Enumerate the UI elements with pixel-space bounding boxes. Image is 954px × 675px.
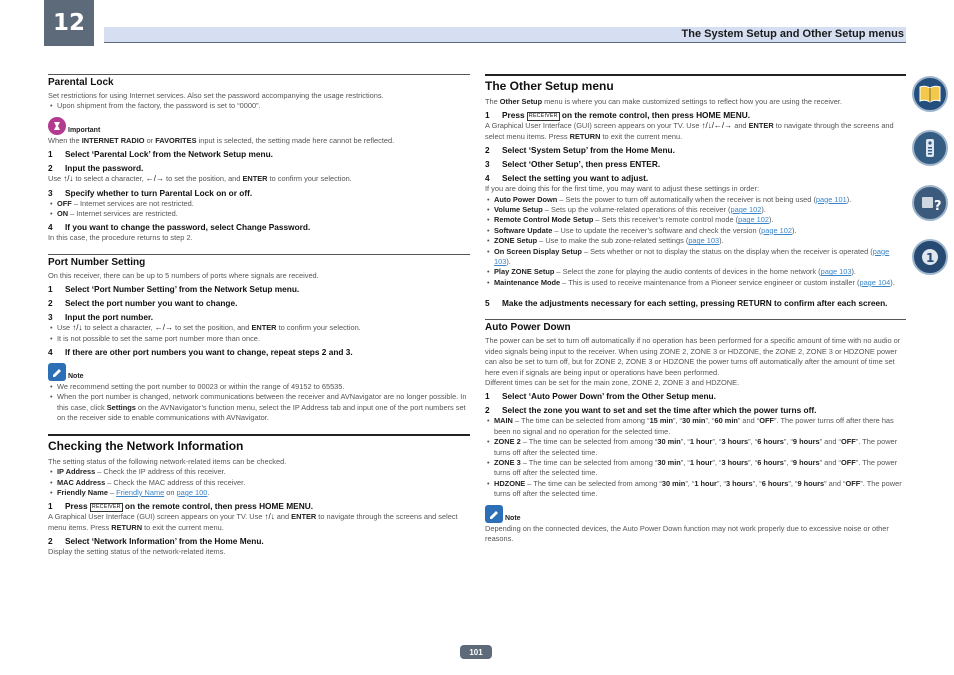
step: 2 Select ‘Network Information’ from the Home Menu.: [48, 536, 264, 547]
step: 1 Press RECEIVER on the remote control, then press HOME MENU.: [485, 110, 750, 121]
list-item: • OFF – Internet services are not restricted.: [48, 199, 470, 209]
step: 1 Select ‘Auto Power Down’ from the Other Setup menu.: [485, 391, 716, 402]
list-item: • Use ↑/↓ to select a character, ←/→ to set the position, and ENTER to confirm your selection.: [48, 323, 470, 333]
step: 1 Press RECEIVER on the remote control, then press HOME MENU.: [48, 501, 313, 512]
step: 2 Select the zone you want to set and set the time after which the power turns off.: [485, 405, 817, 416]
list-item: • ZONE 3 – The time can be selected from among “30 min”, “1 hour”, “3 hours”, “6 hours”, “9 hours” and “OFF”. The power turns off after the selected time.: [485, 458, 906, 479]
note-label: Note: [68, 373, 84, 381]
page-100-link[interactable]: page 100: [176, 487, 208, 497]
list-item: • Auto Power Down – Sets the power to turn off automatically when the receiver is not being used (page 101).: [485, 195, 906, 205]
svg-text:?: ?: [934, 199, 942, 214]
step: 3 Input the port number.: [48, 312, 154, 323]
page-link[interactable]: page 102: [761, 225, 792, 235]
receiver-key-icon: RECEIVER: [91, 504, 121, 511]
list-item: • It is not possible to set the same port number more than once.: [48, 334, 470, 344]
page-link[interactable]: page 103: [820, 267, 852, 277]
chapter-number: 12: [44, 0, 94, 46]
svg-text:1: 1: [926, 251, 935, 265]
step: 4 If there are other port numbers you want to change, repeat steps 2 and 3.: [48, 347, 353, 358]
heading-port-number: Port Number Setting: [48, 254, 470, 268]
list-item: • Play ZONE Setup – Select the zone for playing the audio contents of devices in the home network (page 103).: [485, 267, 906, 277]
help-icon[interactable]: [912, 239, 948, 275]
list-item: • ZONE Setup – Use to make the sub zone-related settings (page 103).: [485, 236, 906, 246]
list-item: • On Screen Display Setup – Sets whether or not to display the status on the display when the receiver is operated (page 103).: [485, 247, 906, 268]
important-header: [48, 117, 470, 135]
step: 4 Select the setting you want to adjust.: [485, 173, 649, 184]
receiver-key-icon: RECEIVER: [528, 113, 558, 120]
step: 2 Select the port number you want to change.: [48, 298, 238, 309]
right-column: [485, 74, 906, 544]
list-item: • Remote Control Mode Setup – Sets this receiver’s remote control mode (page 102).: [485, 215, 906, 225]
checking-intro: The setting status of the following network-related items can be checked.: [48, 456, 287, 466]
list-item: • When the port number is changed, network communications between the receiver and AVNavigator are no longer possible. In this case, click Settings on the AVNavigator’s function menu, select the IP Address tab and input one of the port numbers set on the receiver side to enable communications with AVNavigator.: [48, 392, 470, 423]
page-link[interactable]: page 103: [688, 236, 720, 246]
apd-intro-2: Different times can be set for the main zone, ZONE 2, ZONE 3 and HDZONE.: [485, 377, 740, 387]
arrow-left-right-icon: ←/→: [145, 174, 164, 184]
arrow-up-down-icon: ↑/↓: [264, 512, 275, 522]
question-icon[interactable]: [912, 185, 948, 221]
list-item: • ON – Internet services are restricted.: [48, 209, 470, 219]
friendly-name-link[interactable]: Friendly Name: [116, 487, 165, 497]
parental-intro: Set restrictions for using Internet services. Also set the password accompanying the usage restrictions.: [48, 91, 384, 100]
heading-checking-network: Checking the Network Information: [48, 434, 470, 453]
important-icon: [48, 117, 66, 135]
step: 2 Select ‘System Setup’ from the Home Menu.: [485, 145, 675, 156]
header-bar: [104, 27, 906, 43]
page-link[interactable]: page 102: [738, 215, 769, 225]
important-label: Important: [68, 126, 101, 134]
page-link[interactable]: page 104: [859, 277, 891, 287]
list-item: • Volume Setup – Sets up the volume-related operations of this receiver (page 102).: [485, 205, 906, 215]
list-item: • ZONE 2 – The time can be selected from among “30 min”, “1 hour”, “3 hours”, “6 hours”, “9 hours” and “OFF”. The power turns off after the selected time.: [485, 437, 906, 458]
page-link[interactable]: page 102: [730, 205, 762, 215]
list-item: • MAIN – The time can be selected from among “15 min”, “30 min”, “60 min” and “OFF”. The power turns off after there has been no signal and no operation for the selected time.: [485, 416, 906, 437]
important-text: When the INTERNET RADIO or FAVORITES input is selected, the setting made here cannot be reflected.: [48, 135, 395, 145]
step: 4 If you want to change the password, select Change Password.: [48, 222, 311, 233]
step-detail: In this case, the procedure returns to step 2.: [48, 233, 193, 243]
note-text: Depending on the connected devices, the Auto Power Down function may not work properly due to excessive noise or other reasons.: [485, 523, 889, 543]
list-item: • Software Update – Use to update the receiver’s software and check the version (page 102).: [485, 226, 906, 236]
step: 3 Select ‘Other Setup’, then press ENTER.: [485, 159, 661, 170]
step: 1 Select ‘Port Number Setting’ from the Network Setup menu.: [48, 284, 300, 295]
step: 3 Specify whether to turn Parental Lock on or off.: [48, 187, 253, 198]
book-icon[interactable]: [912, 76, 948, 112]
list-item: • We recommend setting the port number to 00023 or within the range of 49152 to 65535.: [48, 382, 470, 392]
note-header: [48, 363, 470, 381]
heading-auto-power-down: Auto Power Down: [485, 319, 906, 333]
step-detail: A Graphical User Interface (GUI) screen appears on your TV. Use ↑/↓ and ENTER to navigate through the screens and select menu items. Press RETURN to exit the current menu.: [48, 512, 458, 532]
note-icon: [485, 505, 503, 523]
section-title: The System Setup and Other Setup menus: [681, 28, 904, 40]
step: 5 Make the adjustments necessary for each setting, pressing RETURN to confirm after each screen.: [485, 298, 888, 309]
arrow-left-right-icon: ←/→: [154, 323, 173, 333]
list-item: • MAC Address – Check the MAC address of this receiver.: [48, 478, 470, 488]
left-column: [48, 74, 470, 558]
port-intro: On this receiver, there can be up to 5 numbers of ports where signals are received.: [48, 270, 319, 280]
step-detail: Use ↑/↓ to select a character, ←/→ to set the position, and ENTER to confirm your selection.: [48, 174, 352, 184]
page-link[interactable]: page 101: [815, 194, 847, 204]
parental-bullet: • Upon shipment from the factory, the password is set to “0000”.: [48, 101, 470, 111]
arrow-four-way-icon: ↑/↓/←/→: [701, 121, 733, 131]
list-item: • Maintenance Mode – This is used to receive maintenance from a Pioneer service engineer or custom installer (page 104).: [485, 278, 906, 288]
step-detail: Display the setting status of the network-related items.: [48, 547, 226, 557]
list-item: • Friendly Name – Friendly Name on page 100.: [48, 488, 470, 498]
apd-intro: The power can be set to turn off automatically if no operation has been performed for a specific amount of time with no audio or video signals being input to the receiver. When using ZONE 2, ZONE 3 or HDZONE, the ZONE 2, ZONE 3 or HDZONE power can also be set to turn off, but for ZONE 2, ZONE 3 or HDZONE the power turns off automatically after the amount of time set here even if signals are being input or operations have been performed.: [485, 336, 901, 377]
remote-control-icon[interactable]: [912, 130, 948, 166]
page-link[interactable]: page 103: [494, 246, 890, 267]
step: 1 Select ‘Parental Lock’ from the Network Setup menu.: [48, 149, 273, 160]
arrow-up-down-icon: ↑/↓: [72, 323, 83, 333]
note-header: [485, 505, 906, 523]
page-number: 101: [460, 645, 492, 659]
step-detail: A Graphical User Interface (GUI) screen appears on your TV. Use ↑/↓/←/→ and ENTER to navigate through the screens and select menu items. Press RETURN to exit the current menu.: [485, 121, 894, 141]
other-intro: The Other Setup menu is where you can make customized settings to reflect how you are using the receiver.: [485, 97, 842, 106]
step-detail: If you are doing this for the first time, you may want to adjust these settings in order:: [485, 184, 759, 194]
heading-parental-lock: Parental Lock: [48, 74, 470, 88]
note-label: Note: [505, 514, 521, 522]
arrow-up-down-icon: ↑/↓: [63, 174, 74, 184]
step: 2 Input the password.: [48, 163, 144, 174]
list-item: • HDZONE – The time can be selected from among “30 min”, “1 hour”, “3 hours”, “6 hours”, “9 hours” and “OFF”. The power turns off after the selected time.: [485, 479, 906, 500]
heading-other-setup: The Other Setup menu: [485, 74, 906, 93]
note-icon: [48, 363, 66, 381]
list-item: • IP Address – Check the IP address of this receiver.: [48, 467, 470, 477]
